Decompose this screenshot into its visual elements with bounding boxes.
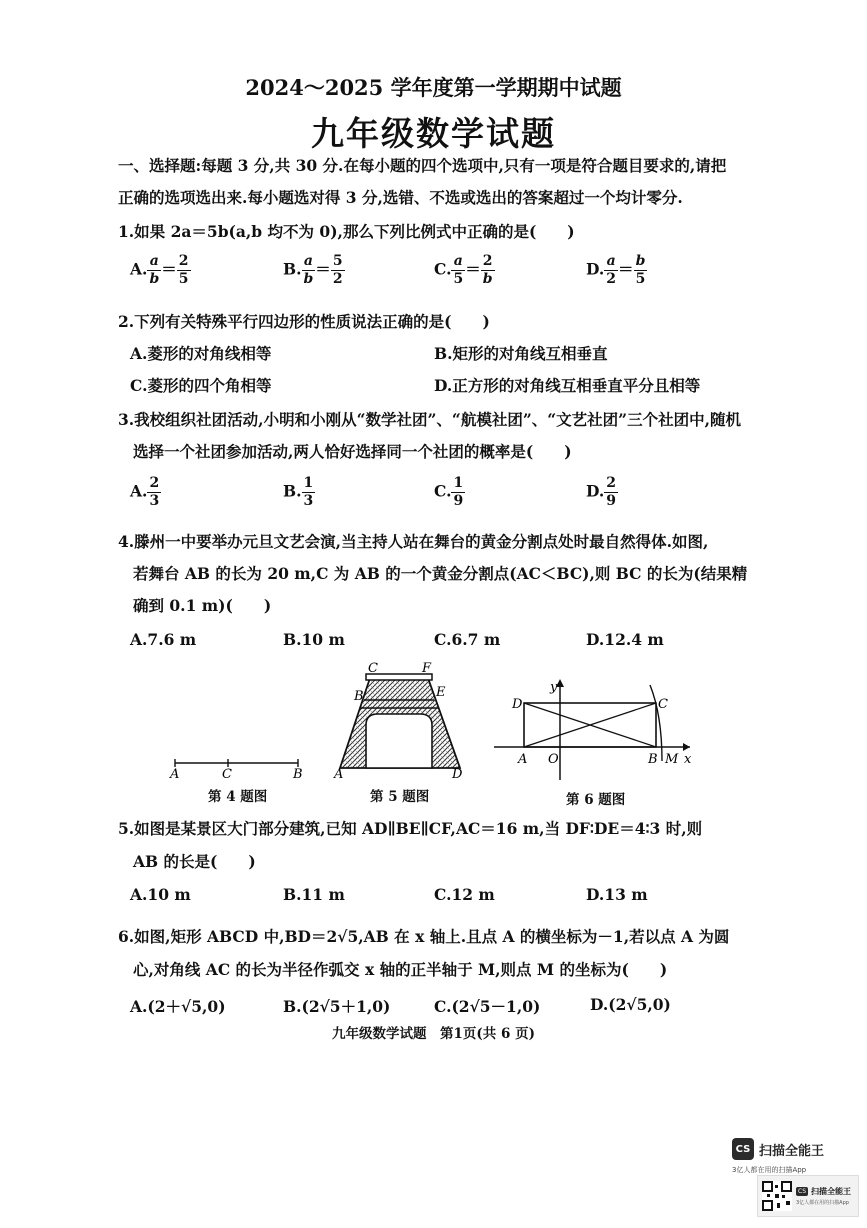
figure-4-segment bbox=[160, 745, 310, 780]
option-label: C. bbox=[434, 259, 452, 279]
q4-stem-line2: 若舞台 AB 的长为 20 m,C 为 AB 的一个黄金分割点(AC＜BC),则 BC 的长为(结果精 bbox=[133, 564, 748, 583]
watermark-tagline: 3亿人都在用的扫描App bbox=[732, 1166, 807, 1174]
fig5-label-e: E bbox=[436, 685, 446, 700]
watermark-name: 扫描全能王 bbox=[759, 1143, 825, 1159]
fig5-label-d: D bbox=[452, 767, 463, 780]
q4-stem-line1: 4.滕州一中要举办元旦文艺会演,当主持人站在舞台的黄金分割点处时最自然得体.如图, bbox=[118, 532, 709, 551]
q5-option-b[interactable]: B.11 m bbox=[283, 885, 345, 904]
option-label: B. bbox=[283, 481, 302, 501]
cs-small-logo-icon: CS bbox=[798, 1188, 806, 1195]
fig4-label-a: A bbox=[170, 767, 180, 780]
q3-option-d[interactable]: D. $\frac{2}{9}$ bbox=[586, 475, 617, 509]
q3-option-a[interactable]: A. $\frac{2}{3}$ bbox=[130, 475, 160, 509]
q1-option-c[interactable]: C. $\frac{a}{5}$ ＝ $\frac{2}{b}$ bbox=[434, 253, 493, 287]
qr-badge-tagline: 3亿人都在用的扫描App bbox=[796, 1200, 849, 1206]
fig5-label-a: A bbox=[334, 767, 344, 780]
q1-stem: 1.如果 2a＝5b(a,b 均不为 0),那么下列比例式中正确的是( ) bbox=[118, 222, 575, 241]
fig6-label-y: y bbox=[550, 680, 558, 695]
scanner-watermark bbox=[732, 1138, 824, 1160]
q3-option-b[interactable]: B. $\frac{1}{3}$ bbox=[283, 475, 314, 509]
fig4-label-b: B bbox=[293, 767, 303, 780]
q2-option-b[interactable]: B.矩形的对角线互相垂直 bbox=[434, 344, 608, 363]
option-label: A. bbox=[130, 259, 148, 279]
section-instruction-line2: 正确的选项选出来.每小题选对得 3 分,选错、不选或选出的答案超过一个均计零分. bbox=[118, 188, 683, 207]
q3-option-c[interactable]: C. $\frac{1}{9}$ bbox=[434, 475, 464, 509]
section-instruction-line1: 一、选择题:每题 3 分,共 30 分.在每小题的四个选项中,只有一项是符合题目要求的,请把 bbox=[118, 156, 727, 175]
q2-option-d[interactable]: D.正方形的对角线互相垂直平分且相等 bbox=[434, 376, 701, 395]
exam-subject-title: 九年级数学试题 bbox=[311, 114, 556, 153]
qr-badge-name: 扫描全能王 bbox=[811, 1187, 851, 1196]
fig5-label-f: F bbox=[422, 661, 432, 676]
q6-option-c[interactable]: C.(2√5－1,0) bbox=[434, 997, 541, 1016]
q1-option-d[interactable]: D. $\frac{a}{2}$ ＝ $\frac{b}{5}$ bbox=[586, 253, 646, 287]
q1-option-b[interactable]: B. $\frac{a}{b}$ ＝ $\frac{5}{2}$ bbox=[283, 253, 343, 287]
option-label: B. bbox=[283, 259, 302, 279]
fig4-label-c: C bbox=[222, 767, 232, 780]
cs-logo-icon: CS bbox=[732, 1138, 754, 1160]
fig6-label-c: C bbox=[658, 697, 668, 712]
q2-stem: 2.下列有关特殊平行四边形的性质说法正确的是( ) bbox=[118, 312, 490, 331]
fig6-label-o: O bbox=[548, 752, 559, 767]
exam-title: 2024～2025 学年度第一学期期中试题 bbox=[245, 75, 622, 100]
fig6-label-b: B bbox=[648, 752, 658, 767]
q6-option-d[interactable]: D.(2√5,0) bbox=[590, 995, 671, 1014]
fig6-label-x: x bbox=[684, 752, 692, 767]
q5-option-d[interactable]: D.13 m bbox=[586, 885, 648, 904]
q5-stem-line2: AB 的长是( ) bbox=[133, 852, 256, 871]
q3-stem-line1: 3.我校组织社团活动,小明和小刚从“数学社团”、“航模社团”、“文艺社团”三个社团中,随机 bbox=[118, 410, 741, 429]
fig6-label-m: M bbox=[665, 752, 679, 767]
qr-code-icon bbox=[762, 1181, 792, 1211]
qr-badge bbox=[757, 1175, 859, 1217]
q5-option-c[interactable]: C.12 m bbox=[434, 885, 495, 904]
fig6-label-a: A bbox=[518, 752, 528, 767]
option-label: A. bbox=[130, 481, 148, 501]
q5-option-a[interactable]: A.10 m bbox=[130, 885, 191, 904]
q6-stem-line1: 6.如图,矩形 ABCD 中,BD＝2√5,AB 在 x 轴上.且点 A 的横坐标为－1,若以点 A 为圆 bbox=[118, 927, 730, 946]
figure-5-caption: 第 5 题图 bbox=[370, 789, 430, 805]
q2-option-a[interactable]: A.菱形的对角线相等 bbox=[130, 344, 272, 363]
q2-option-c[interactable]: C.菱形的四个角相等 bbox=[130, 376, 272, 395]
q4-stem-line3: 确到 0.1 m)( ) bbox=[133, 596, 272, 615]
page-footer: 九年级数学试题 第1页(共 6 页) bbox=[332, 1026, 535, 1042]
q5-stem-line1: 5.如图是某景区大门部分建筑,已知 AD∥BE∥CF,AC＝16 m,当 DF∶DE＝4∶3 时,则 bbox=[118, 819, 703, 838]
fig5-label-b: B bbox=[354, 689, 364, 704]
q4-option-a[interactable]: A.7.6 m bbox=[130, 630, 197, 649]
q4-option-d[interactable]: D.12.4 m bbox=[586, 630, 664, 649]
option-label: C. bbox=[434, 481, 452, 501]
q3-stem-line2: 选择一个社团参加活动,两人恰好选择同一个社团的概率是( ) bbox=[133, 442, 572, 461]
figure-6-rectangle bbox=[490, 675, 700, 785]
option-label: D. bbox=[586, 259, 605, 279]
figure-6-caption: 第 6 题图 bbox=[566, 792, 626, 808]
q6-option-b[interactable]: B.(2√5＋1,0) bbox=[283, 997, 391, 1016]
fig6-label-d: D bbox=[512, 697, 523, 712]
fig5-label-c: C bbox=[368, 661, 378, 676]
figure-4-caption: 第 4 题图 bbox=[208, 789, 268, 805]
q6-option-a[interactable]: A.(2＋√5,0) bbox=[130, 997, 226, 1016]
figure-5-gate bbox=[330, 660, 470, 780]
option-label: D. bbox=[586, 481, 605, 501]
q4-option-c[interactable]: C.6.7 m bbox=[434, 630, 501, 649]
q1-option-a[interactable]: A. $\frac{a}{b}$ ＝ $\frac{2}{5}$ bbox=[130, 253, 189, 287]
q6-stem-line2: 心,对角线 AC 的长为半径作弧交 x 轴的正半轴于 M,则点 M 的坐标为( ) bbox=[133, 960, 668, 979]
q4-option-b[interactable]: B.10 m bbox=[283, 630, 345, 649]
